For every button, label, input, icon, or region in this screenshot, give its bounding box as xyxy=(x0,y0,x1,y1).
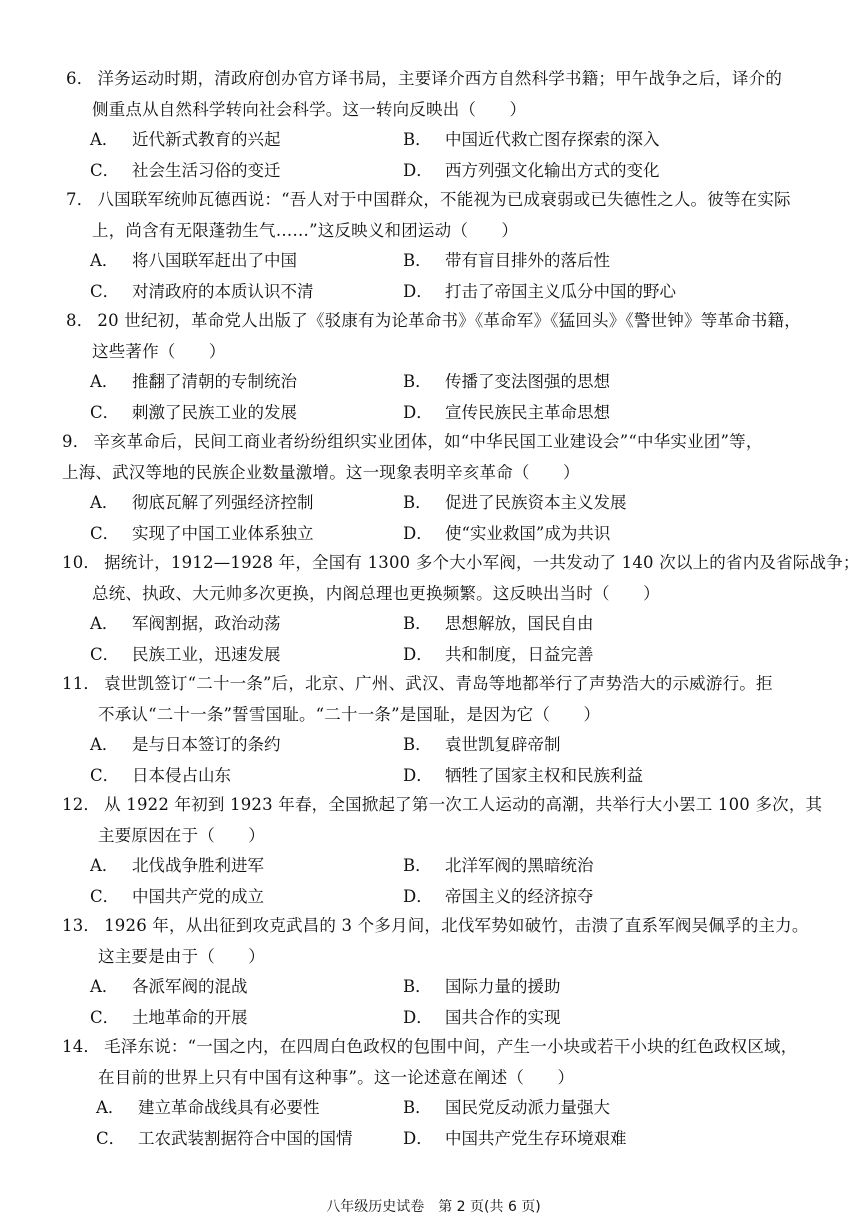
option-letter: C． xyxy=(90,765,120,785)
option-letter: A． xyxy=(90,372,119,391)
stem-line: 八国联军统帅瓦德西说：“吾人对于中国群众，不能视为已成衰弱或已失德性之人。彼等在实际 xyxy=(97,190,791,209)
option-letter: C． xyxy=(90,523,120,543)
option-d[interactable] xyxy=(403,277,676,308)
option-c[interactable] xyxy=(90,640,281,671)
option-text: 彻底瓦解了列强经济控制 xyxy=(132,493,314,512)
option-c[interactable] xyxy=(90,1003,248,1034)
question-number: 14． xyxy=(62,1037,101,1056)
option-text: 带有盲目排外的落后性 xyxy=(445,251,610,270)
option-text: 社会生活习俗的变迁 xyxy=(132,160,281,180)
option-letter: D． xyxy=(403,523,433,543)
stem-line: 在目前的世界上只有中国有这种事”。这一论述意在阐述（ ） xyxy=(98,1067,575,1087)
option-b[interactable] xyxy=(403,851,594,882)
question-stem xyxy=(0,427,867,488)
question-number: 7． xyxy=(66,190,94,209)
option-c[interactable] xyxy=(90,277,314,308)
stem-line: 1926 年，从出征到攻克武昌的 3 个多月间，北伐军势如破竹，击溃了直系军阀吴佩孚的主力。 xyxy=(104,916,809,935)
option-letter: A． xyxy=(90,130,119,149)
option-b[interactable] xyxy=(403,367,610,398)
page-footer: 八年级历史试卷 第 2 页(共 6 页) xyxy=(326,1199,541,1215)
option-text: 军阀割据，政治动荡 xyxy=(132,614,281,633)
question-number: 11． xyxy=(62,674,101,693)
option-text: 将八国联军赶出了中国 xyxy=(132,251,297,270)
question-12 xyxy=(0,790,867,912)
option-text: 打击了帝国主义瓜分中国的野心 xyxy=(445,281,676,301)
option-b[interactable] xyxy=(403,246,610,277)
option-a[interactable] xyxy=(90,730,281,761)
option-letter: C． xyxy=(90,1007,120,1027)
option-text: 建立革命战线具有必要性 xyxy=(138,1098,320,1117)
option-b[interactable] xyxy=(403,730,561,761)
stem-line: 上，尚含有无限蓬勃生气……”这反映义和团运动（ ） xyxy=(92,220,519,240)
option-text: 北洋军阀的黑暗统治 xyxy=(445,856,594,875)
option-letter: D． xyxy=(403,886,433,906)
option-text: 各派军阀的混战 xyxy=(132,977,248,996)
option-d[interactable] xyxy=(403,398,610,429)
options xyxy=(0,1093,867,1154)
question-stem xyxy=(0,911,867,972)
option-text: 实现了中国工业体系独立 xyxy=(132,523,314,543)
option-text: 宣传民族民主革命思想 xyxy=(445,402,610,422)
option-letter: B． xyxy=(403,735,432,754)
option-letter: C． xyxy=(90,644,120,664)
option-text: 国共合作的实现 xyxy=(445,1007,561,1027)
option-c[interactable] xyxy=(90,761,231,792)
option-letter: D． xyxy=(403,765,433,785)
option-b[interactable] xyxy=(403,488,627,519)
option-text: 是与日本签订的条约 xyxy=(132,735,281,754)
option-letter: B． xyxy=(403,493,432,512)
question-7 xyxy=(0,185,867,307)
question-13 xyxy=(0,911,867,1033)
option-b[interactable] xyxy=(403,125,660,156)
question-11 xyxy=(0,669,867,791)
question-number: 6． xyxy=(66,69,94,88)
options xyxy=(0,609,867,670)
option-b[interactable] xyxy=(403,1093,610,1124)
question-number: 10． xyxy=(62,553,101,572)
question-stem xyxy=(0,306,867,367)
option-letter: D． xyxy=(403,1128,433,1148)
option-text: 牺牲了国家主权和民族利益 xyxy=(445,765,643,785)
option-a[interactable] xyxy=(90,488,314,519)
stem-line: 主要原因在于（ ） xyxy=(98,825,265,845)
question-stem xyxy=(0,64,867,125)
question-number: 8． xyxy=(66,311,94,330)
option-d[interactable] xyxy=(403,1124,627,1155)
options xyxy=(0,246,867,307)
option-text: 日本侵占山东 xyxy=(132,765,231,785)
options xyxy=(0,730,867,791)
options xyxy=(0,972,867,1033)
option-text: 传播了变法图强的思想 xyxy=(445,372,610,391)
stem-line: 这些著作（ ） xyxy=(92,341,226,361)
option-a[interactable] xyxy=(90,972,248,1003)
stem-line: 这主要是由于（ ） xyxy=(98,946,265,966)
option-text: 刺激了民族工业的发展 xyxy=(132,402,297,422)
stem-line: 20 世纪初，革命党人出版了《驳康有为论革命书》《革命军》《猛回头》《警世钟》等革命书籍， xyxy=(97,311,801,330)
stem-line: 据统计，1912—1928 年，全国有 1300 多个大小军阀，一共发动了 140 次以上的省内及省际战争； xyxy=(104,553,860,572)
options xyxy=(0,125,867,186)
option-letter: D． xyxy=(403,281,433,301)
option-a[interactable] xyxy=(90,125,281,156)
option-d[interactable] xyxy=(403,156,660,187)
option-b[interactable] xyxy=(403,972,561,1003)
option-letter: A． xyxy=(90,614,119,633)
option-text: 袁世凯复辟帝制 xyxy=(445,735,561,754)
question-stem xyxy=(0,790,867,851)
option-letter: A． xyxy=(90,735,119,754)
option-text: 国民党反动派力量强大 xyxy=(445,1098,610,1117)
option-text: 近代新式教育的兴起 xyxy=(132,130,281,149)
option-c[interactable] xyxy=(90,398,297,429)
option-letter: A． xyxy=(96,1098,125,1117)
option-text: 推翻了清朝的专制统治 xyxy=(132,372,297,391)
stem-line: 侧重点从自然科学转向社会科学。这一转向反映出（ ） xyxy=(92,99,527,119)
option-d[interactable] xyxy=(403,519,610,550)
option-d[interactable] xyxy=(403,640,594,671)
option-letter: C． xyxy=(96,1128,126,1148)
option-a[interactable] xyxy=(90,851,264,882)
option-text: 土地革命的开展 xyxy=(132,1007,248,1027)
question-9 xyxy=(0,427,867,549)
option-letter: C． xyxy=(90,402,120,422)
option-letter: D． xyxy=(403,644,433,664)
option-letter: A． xyxy=(90,493,119,512)
option-text: 民族工业，迅速发展 xyxy=(132,644,281,664)
question-stem xyxy=(0,548,867,609)
option-c[interactable] xyxy=(90,882,264,913)
stem-line: 从 1922 年初到 1923 年春，全国掀起了第一次工人运动的高潮，共举行大小罢工 100 多次，其 xyxy=(104,795,823,814)
option-letter: B． xyxy=(403,372,432,391)
option-text: 促进了民族资本主义发展 xyxy=(445,493,627,512)
question-stem xyxy=(0,185,867,246)
stem-line: 总统、执政、大元帅多次更换，内阁总理也更换频繁。这反映出当时（ ） xyxy=(92,583,660,603)
question-6 xyxy=(0,64,867,186)
option-text: 对清政府的本质认识不清 xyxy=(132,281,314,301)
option-d[interactable] xyxy=(403,761,643,792)
option-letter: B． xyxy=(403,614,432,633)
option-b[interactable] xyxy=(403,609,594,640)
option-text: 工农武装割据符合中国的国情 xyxy=(138,1128,353,1148)
option-c[interactable] xyxy=(90,156,281,187)
question-number: 13． xyxy=(62,916,101,935)
option-a[interactable] xyxy=(96,1093,320,1124)
question-number: 12． xyxy=(62,795,101,814)
question-14 xyxy=(0,1032,867,1154)
option-letter: D． xyxy=(403,402,433,422)
option-text: 思想解放，国民自由 xyxy=(445,614,594,633)
option-text: 共和制度，日益完善 xyxy=(445,644,594,664)
question-10 xyxy=(0,548,867,670)
option-letter: C． xyxy=(90,886,120,906)
option-letter: B． xyxy=(403,130,432,149)
option-letter: A． xyxy=(90,251,119,270)
stem-line: 辛亥革命后，民间工商业者纷纷组织实业团体，如“中华民国工业建设会”“中华实业团”等， xyxy=(93,432,763,451)
stem-line: 袁世凯签订“二十一条”后，北京、广州、武汉、青岛等地都举行了声势浩大的示威游行。拒 xyxy=(104,674,773,693)
option-letter: B． xyxy=(403,1098,432,1117)
option-a[interactable] xyxy=(90,246,297,277)
stem-line: 上海、武汉等地的民族企业数量激增。这一现象表明辛亥革命（ ） xyxy=(62,462,580,482)
option-a[interactable] xyxy=(90,367,297,398)
option-letter: B． xyxy=(403,977,432,996)
question-number: 9． xyxy=(62,432,90,451)
options xyxy=(0,488,867,549)
option-text: 国际力量的援助 xyxy=(445,977,561,996)
stem-line: 洋务运动时期，清政府创办官方译书局，主要译介西方自然科学书籍；甲午战争之后，译介的 xyxy=(97,69,783,88)
option-text: 北伐战争胜利进军 xyxy=(132,856,264,875)
stem-line: 不承认“二十一条”誓雪国耻。“二十一条”是国耻，是因为它（ ） xyxy=(98,704,601,724)
options xyxy=(0,851,867,912)
option-letter: A． xyxy=(90,977,119,996)
option-d[interactable] xyxy=(403,882,594,913)
option-c[interactable] xyxy=(96,1124,353,1155)
question-stem xyxy=(0,1032,867,1093)
option-letter: B． xyxy=(403,251,432,270)
option-text: 中国近代救亡图存探索的深入 xyxy=(445,130,660,149)
option-letter: B． xyxy=(403,856,432,875)
question-stem xyxy=(0,669,867,730)
option-c[interactable] xyxy=(90,519,314,550)
option-text: 中国共产党生存环境艰难 xyxy=(445,1128,627,1148)
option-letter: A． xyxy=(90,856,119,875)
option-a[interactable] xyxy=(90,609,281,640)
option-letter: D． xyxy=(403,160,433,180)
option-text: 帝国主义的经济掠夺 xyxy=(445,886,594,906)
question-8 xyxy=(0,306,867,428)
option-text: 使“实业救国”成为共识 xyxy=(445,523,611,543)
option-letter: D． xyxy=(403,1007,433,1027)
option-letter: C． xyxy=(90,281,120,301)
option-text: 中国共产党的成立 xyxy=(132,886,264,906)
stem-line: 毛泽东说：“一国之内，在四周白色政权的包围中间，产生一小块或若干小块的红色政权区域， xyxy=(104,1037,798,1056)
option-letter: C． xyxy=(90,160,120,180)
option-text: 西方列强文化输出方式的变化 xyxy=(445,160,660,180)
options xyxy=(0,367,867,428)
option-d[interactable] xyxy=(403,1003,561,1034)
